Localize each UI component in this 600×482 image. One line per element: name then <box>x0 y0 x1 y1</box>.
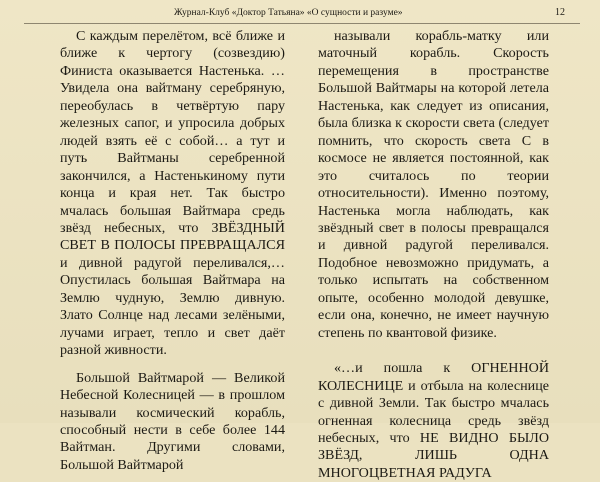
left-column <box>60 28 285 474</box>
header-divider <box>24 23 580 24</box>
quote-paragraph: «…и пошла к ОГНЕННОЙ КОЛЕСНИЦЕ и отбыла на колеснице с дивной Земли. Так быстро мчалась огненная колесница средь звёзд небесных, что НЕ ВИДНО БЫЛО ЗВЁЗД, ЛИШЬ ОДНА МНОГОЦВЕТНАЯ РАДУГА <box>318 360 549 481</box>
page-number: 12 <box>555 7 565 18</box>
header-title: Журнал-Клуб «Доктор Татьяна» «О сущности и разуме» <box>174 8 403 18</box>
page-header <box>0 6 600 20</box>
right-column <box>318 28 549 482</box>
paragraph: С каждым перелётом, всё ближе и ближе к чертогу (созвездию) Финиста оказывается Настенька. … Увидела она вайтману серебряную, переобулась в четвёртую пару железных сапог, и упросила добрых людей взять её с собой… а тут и путь Вайтманы серебренной закончился, а Настенькиному пути конца и края нет. Так быстро мчалась большая Вайтмара средь звёзд небесных, что ЗВЁЗДНЫЙ СВЕТ В ПОЛОСЫ ПРЕВРАЩАЛСЯ и дивной радугой переливался,… Опустилась большая Вайтмара на Землю чудную, Землю дивную. Злато Солнце над лесами зелёными, лучами играет, тепло и свет даёт разной живности. <box>60 28 285 359</box>
paragraph: Большой Вайтмарой — Великой Небесной Колесницей — в прошлом называли космический корабль, способный нести в себе более 144 Вайтман. Другими словами, Большой Вайтмарой <box>60 369 285 473</box>
paragraph: называли корабль-матку или маточный корабль. Скорость перемещения в пространстве Большой Вайтмары на которой летела Настенька, как следует из описания, была близка к скорости света (следует помнить, что скорость света С в космосе не является постоянной, как это считалось по теории относительности). Именно поэтому, Настенька могла наблюдать, как звёздный свет в полосы превращался и дивной радугой переливался. Подобное невозможно придумать, а только испытать на собственном опыте, особенно молодой девушке, если она, конечно, не имеет научную степень по квантовой физике. <box>318 28 549 341</box>
